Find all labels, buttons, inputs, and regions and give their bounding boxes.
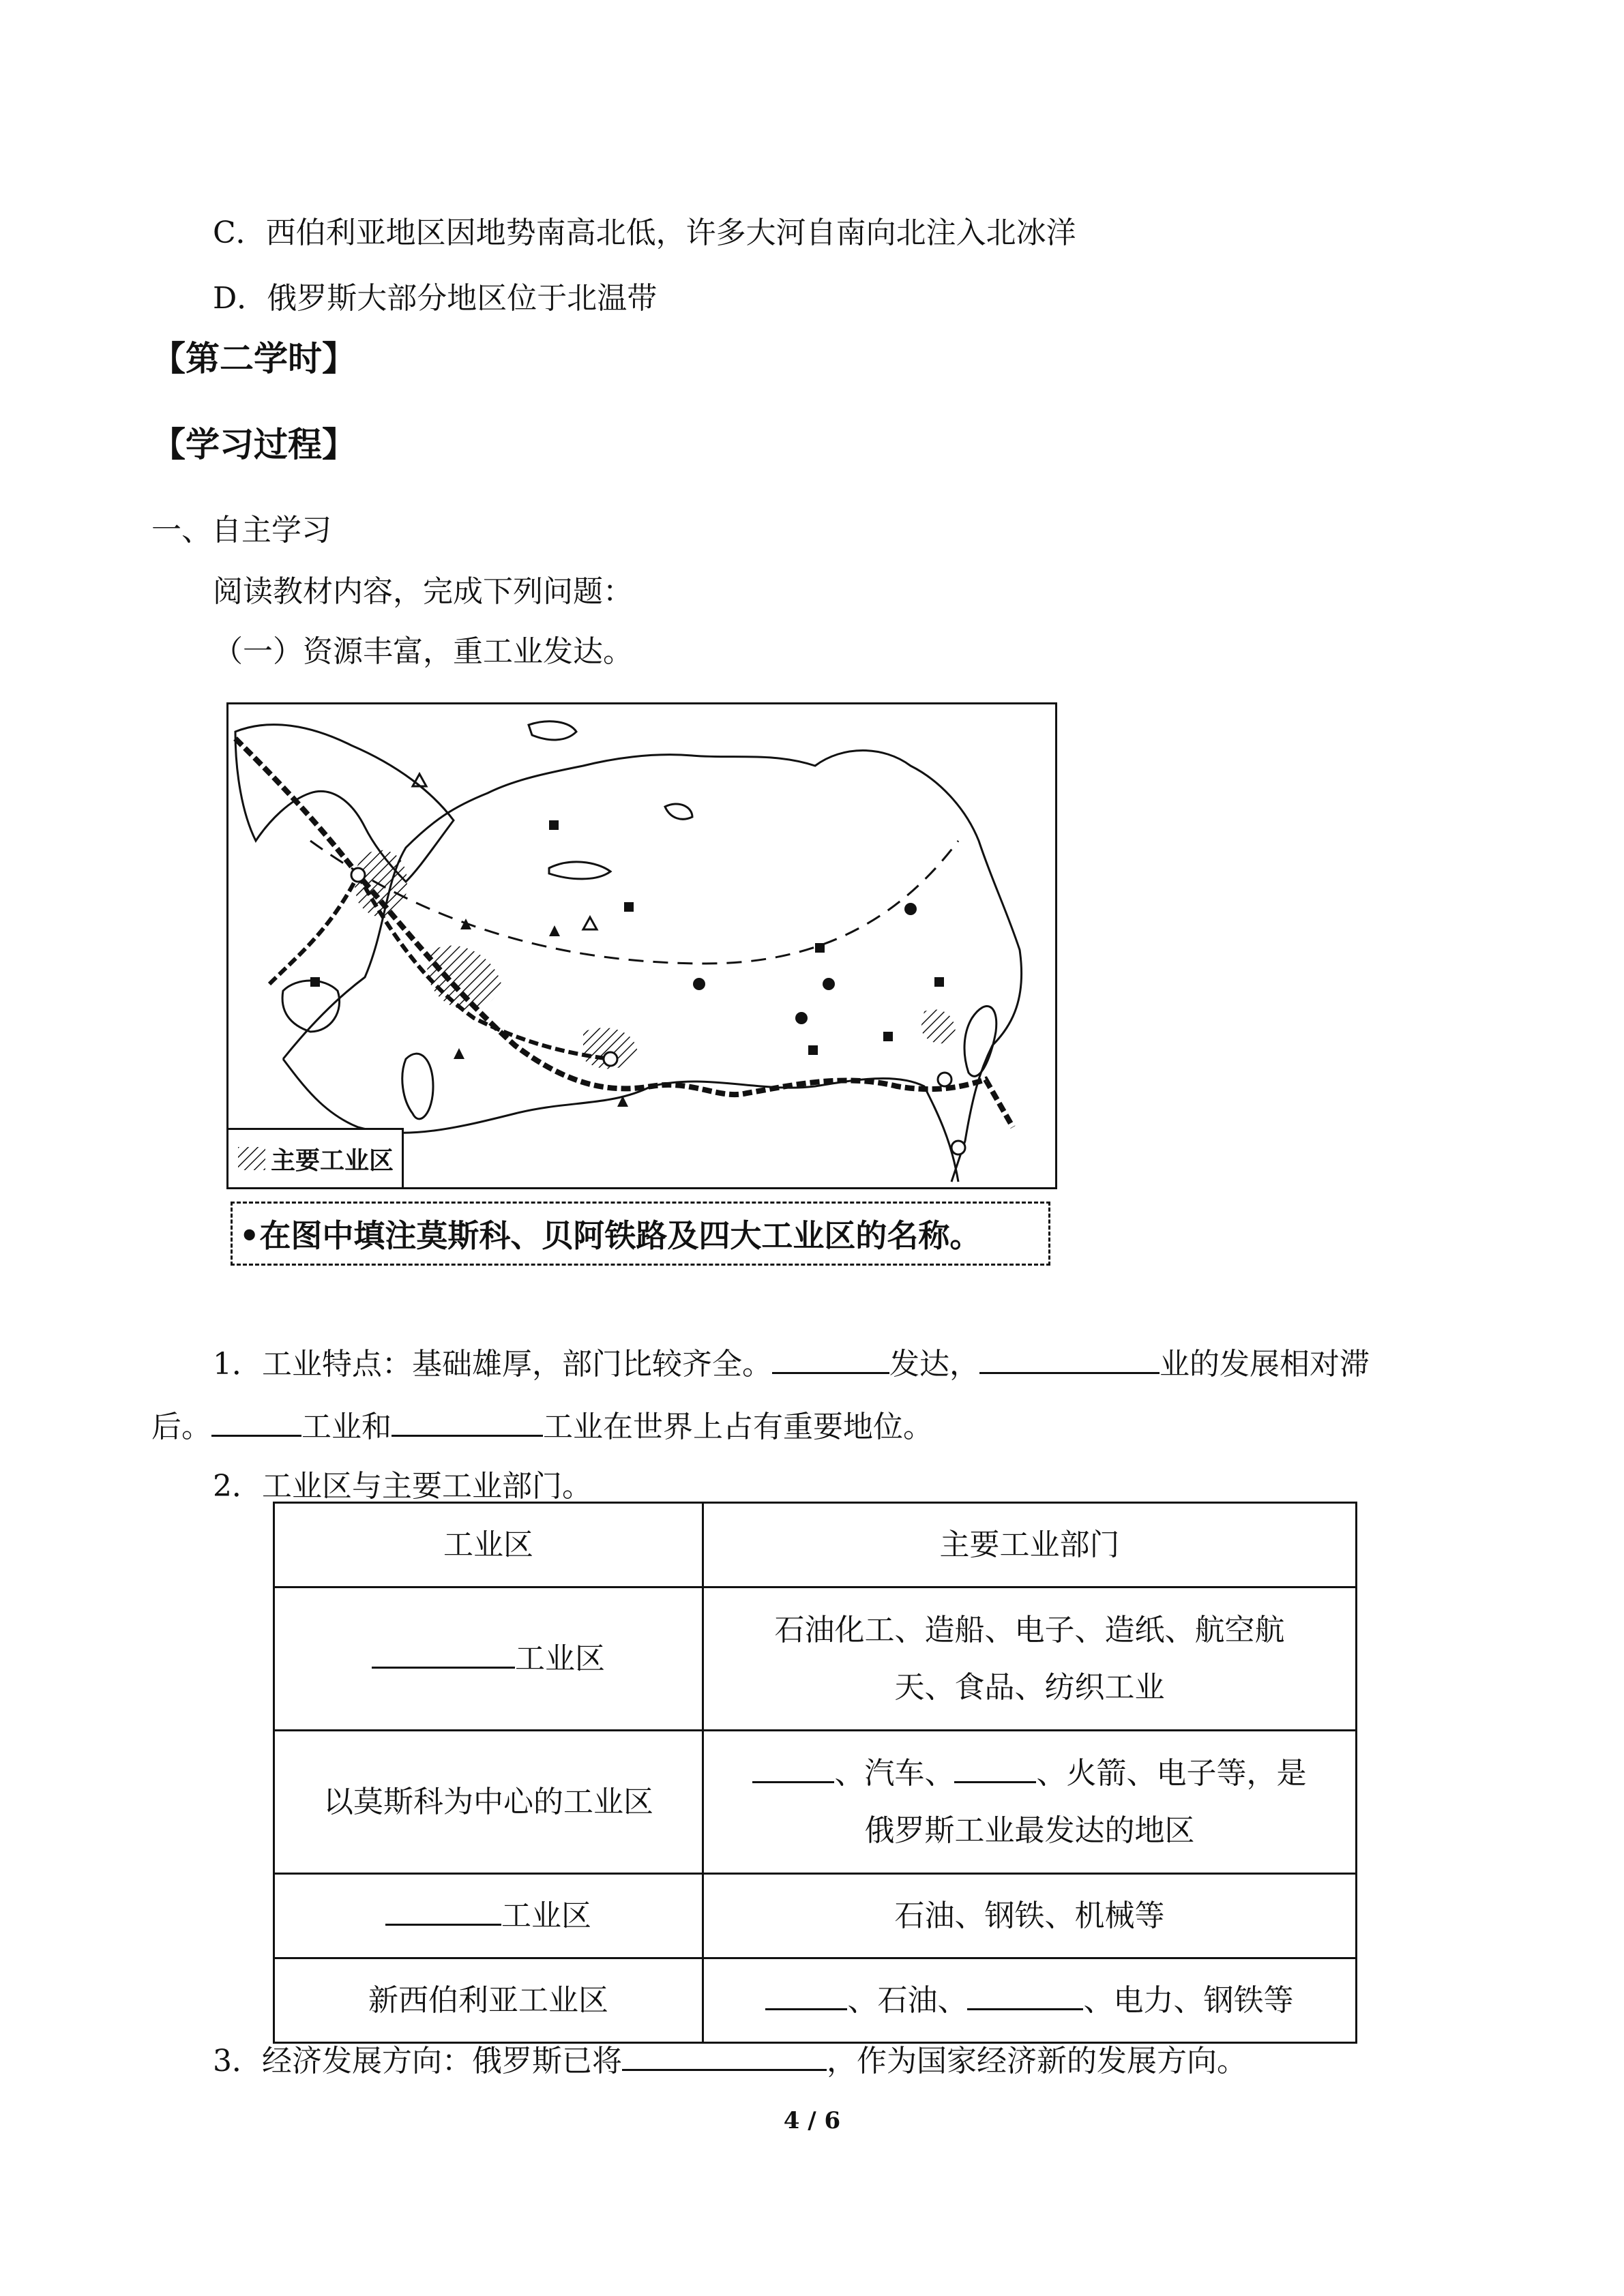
q1-blank-4[interactable] xyxy=(392,1405,543,1437)
page-number: 4 / 6 xyxy=(783,2107,841,2134)
sector-blank-2[interactable] xyxy=(954,1751,1036,1783)
header-area: 工业区 xyxy=(274,1503,703,1587)
map-instruction: •在图中填注莫斯科、贝阿铁路及四大工业区的名称。 xyxy=(231,1202,1050,1266)
sector-blank-1[interactable] xyxy=(752,1751,834,1783)
table-header-row xyxy=(274,1503,1357,1587)
q1-blank-3[interactable] xyxy=(211,1405,301,1437)
table-row: 工业区 石油、钢铁、机械等 xyxy=(274,1874,1357,1958)
table-row: 以莫斯科为中心的工业区 、汽车、 、火箭、电子等，是 俄罗斯工业最发达的地区 xyxy=(274,1731,1357,1874)
heading-session: 【第二学时】 xyxy=(151,339,356,378)
legend-label: 主要工业区 xyxy=(271,1146,394,1175)
area-blank-1[interactable] xyxy=(372,1637,515,1669)
option-d: D．俄罗斯大部分地区位于北温带 xyxy=(213,281,658,316)
area-blank-2[interactable] xyxy=(385,1894,501,1926)
subsection-title: （一）资源丰富，重工业发达。 xyxy=(213,634,633,669)
map-legend xyxy=(228,1128,404,1187)
hatch-icon xyxy=(238,1147,265,1170)
map-drawing xyxy=(228,704,1055,1187)
q3-line: 3．经济发展方向：俄罗斯已将 ，作为国家经济新的发展方向。 xyxy=(213,2039,1247,2082)
q3-blank[interactable] xyxy=(622,2039,827,2071)
sector-blank-4[interactable] xyxy=(967,1978,1083,2010)
industry-table xyxy=(273,1502,1357,2044)
table-row: 工业区 石油化工、造船、电子、造纸、航空航 天、食品、纺织工业 xyxy=(274,1587,1357,1731)
section-title: 一、自主学习 xyxy=(151,513,331,548)
q2-title: 2．工业区与主要工业部门。 xyxy=(213,1469,592,1504)
sector-blank-3[interactable] xyxy=(765,1978,847,2010)
section-intro: 阅读教材内容，完成下列问题： xyxy=(213,574,633,609)
heading-process: 【学习过程】 xyxy=(151,425,356,464)
q1-line2: 后。 工业和 工业在世界上占有重要地位。 xyxy=(151,1405,933,1448)
russia-industry-map xyxy=(226,702,1057,1189)
option-c: C．西伯利亚地区因地势南高北低，许多大河自南向北注入北冰洋 xyxy=(213,215,1076,250)
header-sectors: 主要工业部门 xyxy=(703,1503,1356,1587)
q1-blank-1[interactable] xyxy=(772,1342,889,1374)
q1-blank-2[interactable] xyxy=(979,1342,1160,1374)
q1-line1: 1．工业特点：基础雄厚，部门比较齐全。 发达， 业的发展相对滞 xyxy=(213,1342,1370,1385)
table-row: 新西伯利亚工业区 、石油、 、电力、钢铁等 xyxy=(274,1958,1357,2043)
